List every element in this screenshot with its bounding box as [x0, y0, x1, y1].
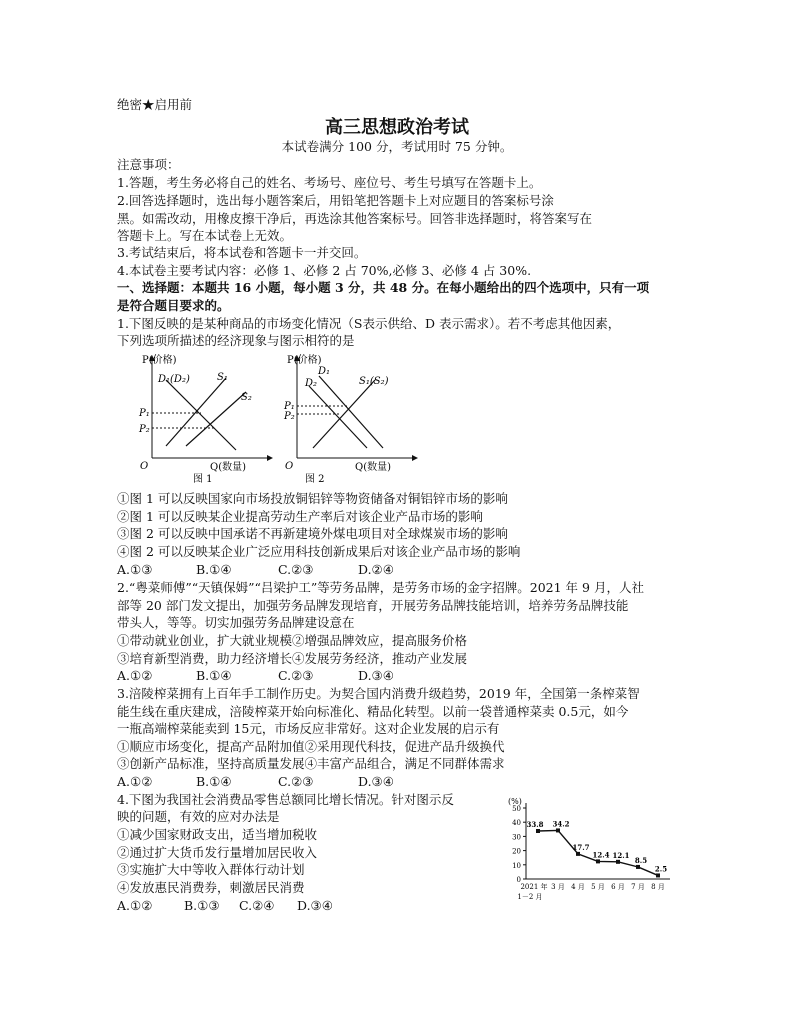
q1-item: ④图 2 可以反映某企业广泛应用科技创新成果后对该企业产品市场的影响	[117, 544, 521, 559]
q4-option-a: A.①②	[117, 898, 153, 913]
y-axis-label: P(价格)	[142, 355, 177, 366]
demand-curve	[166, 380, 236, 450]
chart-data-point	[596, 859, 600, 863]
notice-line: 3.考试结束后，将本试卷和答题卡一并交回。	[117, 245, 367, 260]
notice-line: 2.回答选择题时，选出每小题答案后，用铅笔把答题卡上对应题目的答案标号涂	[117, 193, 554, 208]
q4-option-b: B.①③	[184, 898, 220, 913]
chart-x-tick-sublabel: 1－2 月	[517, 893, 543, 901]
q1-item: ②图 1 可以反映某企业提高劳动生产率后对该企业产品市场的影响	[117, 509, 483, 524]
supply-curve-s2	[186, 392, 246, 446]
q4-item: ①减少国家财政支出，适当增加税收	[117, 827, 318, 842]
q4-item: ④发放惠民消费券，刺激居民消费	[117, 880, 305, 895]
q3-stem: 一瓶高端榨菜能卖到 15元，市场反应非常好。这对企业发展的启示有	[117, 721, 500, 736]
s2-label: S₂	[241, 392, 252, 403]
q1-option-b: B.①④	[196, 562, 232, 577]
q3-option-a: A.①②	[117, 774, 153, 789]
chart-y-tick-label: 30	[512, 833, 521, 842]
chart-y-tick-label: 20	[512, 847, 521, 856]
notice-line: 1.答题，考生务必将自己的姓名、考场号、座位号、考生号填写在答题卡上。	[117, 175, 542, 190]
q1-figure-1	[138, 348, 278, 486]
q1-option-a: A.①③	[117, 562, 153, 577]
q1-item: ①图 1 可以反映国家向市场投放铜铝锌等物资储备对铜铝锌市场的影响	[117, 491, 508, 506]
x-axis-label: Q(数量)	[210, 462, 247, 473]
chart-x-tick-label: 2021 年	[520, 883, 548, 891]
q4-stem: 映的问题，有效的应对办法是	[117, 809, 280, 824]
q4-item: ③实施扩大中等收入群体行动计划	[117, 862, 305, 877]
origin-label: O	[140, 461, 149, 472]
x-axis-label: Q(数量)	[355, 462, 392, 473]
q3-item: ①顺应市场变化，提高产品附加值②采用现代科技，促进产品升级换代	[117, 739, 505, 754]
notice-heading: 注意事项：	[117, 157, 180, 172]
q3-item: ③创新产品标准，坚持高质量发展④丰富产品组合，满足不同群体需求	[117, 756, 505, 771]
q4-stem: 4.下图为我国社会消费品零售总额同比增长情况。针对图示反	[117, 792, 454, 807]
chart-data-label: 33.8	[526, 820, 544, 830]
q4-option-c: C.②④	[239, 898, 275, 913]
q2-item: ③培育新型消费，助力经济增长④发展劳务经济，推动产业发展	[117, 651, 468, 666]
q2-option-b: B.①④	[196, 668, 232, 683]
y-axis-label: P(价格)	[287, 355, 322, 366]
d2-label: D₂	[305, 378, 318, 389]
figure-caption: 图 1	[193, 474, 213, 485]
q2-option-d: D.③④	[358, 668, 394, 683]
q1-option-d: D.②④	[358, 562, 394, 577]
p1-label: P₁	[139, 408, 150, 419]
chart-ylabel: (%)	[508, 797, 522, 806]
q1-figure-2	[283, 348, 423, 486]
chart-x-tick-label: 7 月	[631, 883, 645, 891]
chart-data-point	[616, 860, 620, 864]
chart-data-point	[556, 828, 560, 832]
q2-stem: 2.“粤菜师傅”“天镇保姆”“吕梁护工”等劳务品牌，是劳务市场的金字招牌。2021 年 9 月，人社	[117, 580, 644, 595]
section-heading-cont: 是符合题目要求的。	[117, 298, 230, 313]
demand-curve-d2	[309, 386, 367, 448]
notice-line: 答题卡上。写在本试卷上无效。	[117, 228, 293, 243]
q3-option-d: D.③④	[358, 774, 394, 789]
q3-option-b: B.①④	[196, 774, 232, 789]
chart-y-tick-label: 10	[512, 861, 521, 870]
q1-item: ③图 2 可以反映中国承诺不再新建境外煤电项目对全球煤炭市场的影响	[117, 526, 508, 541]
q2-option-a: A.①②	[117, 668, 153, 683]
q3-option-c: C.②③	[278, 774, 314, 789]
p1-label: P₁	[284, 401, 295, 412]
section-heading: 一、选择题：本题共 16 小题，每小题 3 分，共 48 分。在每小题给出的四个选项中，只有一项	[117, 280, 650, 295]
chart-data-label: 8.5	[634, 855, 648, 865]
chart-x-tick-label: 5 月	[591, 883, 605, 891]
q2-stem: 带头人，等等。切实加强劳务品牌建设意在	[117, 615, 355, 630]
s-label: S₁(S₂)	[359, 376, 389, 387]
chart-data-point	[656, 873, 660, 877]
confidential-mark: 绝密★启用前	[117, 97, 193, 112]
demand-label: D₁(D₂)	[158, 374, 190, 385]
chart-x-tick-label: 3 月	[551, 883, 565, 891]
chart-y-tick-label: 0	[516, 876, 521, 884]
notice-line: 4.本试卷主要考试内容：必修 1、必修 2 占 70%,必修 3、必修 4 占 30%.	[117, 263, 532, 278]
notice-line: 黑。如需改动，用橡皮擦干净后，再选涂其他答案标号。回答非选择题时，将答案写在	[117, 211, 593, 226]
origin-label: O	[285, 461, 294, 472]
figure-caption: 图 2	[305, 474, 325, 485]
chart-data-point	[576, 852, 580, 856]
q1-stem: 1.下图反映的是某种商品的市场变化情况（S表示供给、D 表示需求）。若不考虑其他因素，	[117, 316, 621, 331]
q2-item: ①带动就业创业，扩大就业规模②增强品牌效应，提高服务价格	[117, 633, 468, 648]
chart-y-tick-label: 50	[512, 805, 521, 813]
chart-x-tick-label: 8 月	[651, 883, 665, 891]
chart-data-label: 12.1	[612, 850, 630, 860]
p2-label: P₂	[284, 411, 295, 422]
d1-label: D₁	[318, 366, 331, 377]
s1-label: S₁	[217, 372, 228, 383]
q2-option-c: C.②③	[278, 668, 314, 683]
chart-y-tick-label: 40	[512, 819, 521, 828]
q4-option-d: D.③④	[297, 898, 333, 913]
chart-data-label: 17.7	[572, 842, 590, 852]
exam-title: 高三思想政治考试	[325, 117, 469, 138]
chart-data-point	[636, 865, 640, 869]
exam-subtitle: 本试卷满分 100 分，考试用时 75 分钟。	[281, 139, 513, 154]
q4-retail-growth-chart	[506, 793, 676, 907]
q1-option-c: C.②③	[278, 562, 314, 577]
chart-x-tick-label: 4 月	[571, 883, 585, 891]
chart-data-label: 2.5	[654, 864, 668, 874]
q4-item: ②通过扩大货币发行量增加居民收入	[117, 845, 318, 860]
q1-stem: 下列选项所描述的经济现象与图示相符的是	[117, 333, 355, 348]
chart-data-label: 34.2	[552, 819, 570, 829]
chart-x-tick-label: 6 月	[611, 883, 625, 891]
q2-stem: 部等 20 部门发文提出，加强劳务品牌发现培育，开展劳务品牌技能培训，培养劳务品牌技能	[117, 598, 629, 613]
chart-data-point	[536, 829, 540, 833]
chart-data-label: 12.4	[592, 850, 610, 860]
p2-label: P₂	[139, 424, 150, 435]
q3-stem: 3.涪陵榨菜拥有上百年手工制作历史。为契合国内消费升级趋势，2019 年，全国第一条榨菜智	[117, 686, 640, 701]
q3-stem: 能生线在重庆建成，涪陵榨菜开始向标准化、精品化转型。以前一袋普通榨菜卖 0.5元，如今	[117, 704, 629, 719]
